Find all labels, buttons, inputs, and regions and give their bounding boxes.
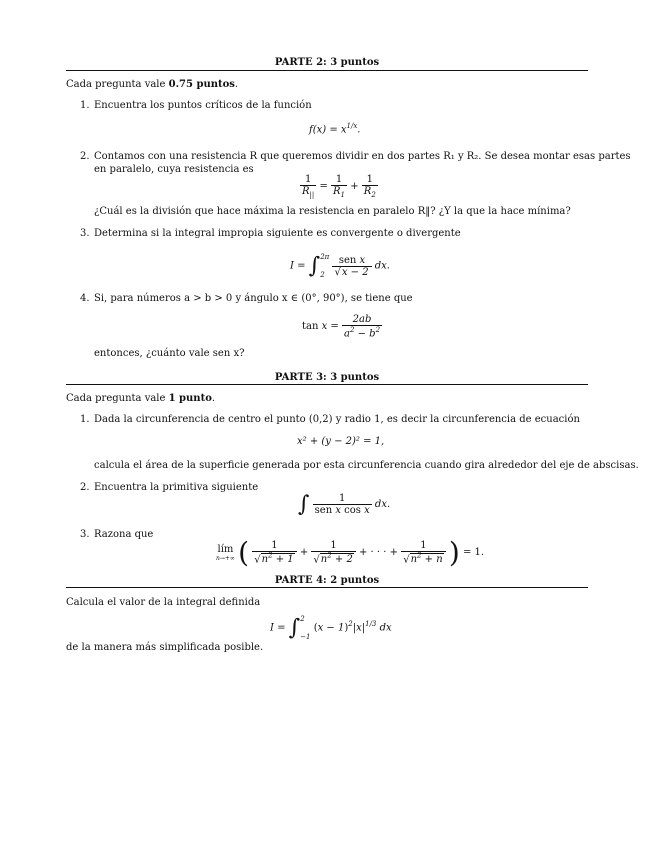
question-text: Encuentra la primitiva siguiente [94, 482, 259, 493]
question-text: entonces, ¿cuánto vale sen x? [94, 348, 245, 359]
question-number: 3. [80, 228, 90, 239]
question-text: Si, para números a > b > 0 y ángulo x ∈ (0°, 90°), se tiene que [94, 293, 413, 304]
question-number: 2. [80, 151, 90, 162]
equation-integral-1: I = ∫ 2π 2 $\frac{\text{sen x}}{√x - 2}$ dx. [290, 253, 390, 279]
section-rule [66, 587, 588, 588]
question-number: 3. [80, 529, 90, 540]
parte4-after: de la manera más simplificada posible. [66, 642, 264, 653]
equation-limit: lím n→+∞ ( $\frac{1}{√n^2 + 1}$ + $\frac{1}{√n^2 + 2}$ + · · · + $\frac{1}{√n^2 + n}$ ) = 1. [216, 536, 485, 569]
section-title-parte3: PARTE 3: 3 puntos [274, 372, 380, 383]
section-title-parte2: PARTE 2: 3 puntos [274, 57, 380, 68]
section-rule [66, 70, 588, 71]
parte4-text: Calcula el valor de la integral definida [66, 597, 261, 608]
section-title-parte4: PARTE 4: 2 puntos [274, 575, 380, 586]
equation-parallel: $\frac{1}{R_{||}}$ = $\frac{1}{R_1}$ + $\frac{1}{R_2}$ [302, 174, 376, 199]
question-number: 2. [80, 482, 90, 493]
equation-integral-2: I = ∫ 2 −1 $(x - 1)^2|x|^{1/3}$ dx [270, 615, 392, 641]
section-rule [66, 384, 588, 385]
parte2-intro: Cada pregunta vale 0.75 puntos. [66, 79, 239, 90]
question-number: 1. [80, 100, 90, 111]
question-text: Razona que [94, 529, 154, 540]
parte3-intro: Cada pregunta vale 1 punto. [66, 393, 216, 404]
question-text: Contamos con una resistencia R que queremos dividir en dos partes R₁ y R₂. Se desea montar esas partes [94, 151, 631, 162]
equation-f: $f(x) = x^{1/x}$. [309, 122, 361, 136]
question-text: Dada la circunferencia de centro el punto (0,2) y radio 1, es decir la circunferencia de ecuación [94, 414, 580, 425]
equation-primitive: ∫ $\frac{1}{\text{sen x cos x}}$ dx. [298, 492, 391, 517]
equation-circle: x² + (y − 2)² = 1, [297, 436, 385, 447]
question-number: 4. [80, 293, 90, 304]
question-number: 1. [80, 414, 90, 425]
question-text: ¿Cuál es la división que hace máxima la resistencia en paralelo R‖? ¿Y la que la hace mínima? [94, 206, 571, 217]
equation-tan: tan x = $\frac{2ab}{a^2 - b^2}$ [302, 314, 381, 340]
question-text: Determina si la integral impropia siguiente es convergente o divergente [94, 228, 461, 239]
question-text: calcula el área de la superficie generada por esta circunferencia cuando gira alrededor del eje de abscisas. [94, 460, 639, 471]
question-text: Encuentra los puntos críticos de la función [94, 100, 312, 111]
question-text: en paralelo, cuya resistencia es [94, 164, 254, 175]
